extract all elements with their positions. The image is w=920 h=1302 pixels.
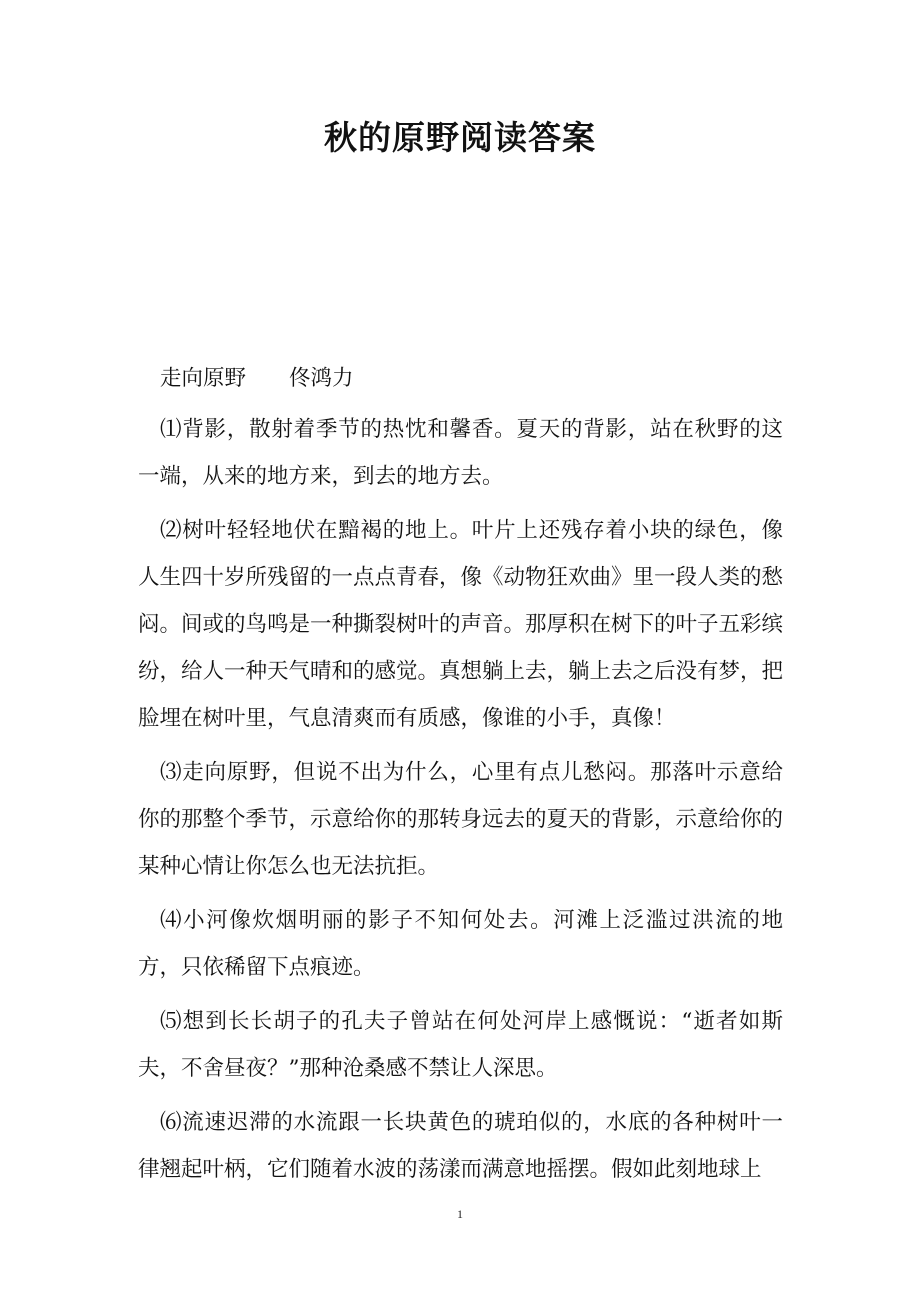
paragraph-4: ⑷小河像炊烟明丽的影子不知何处去。河滩上泛滥过洪流的地方，只依稀留下点痕迹。 [138,908,783,980]
article-byline: 走向原野 佟鸿力 [160,366,354,391]
paragraph-2: ⑵树叶轻轻地伏在黯褐的地上。叶片上还残存着小块的绿色，像人生四十岁所残留的一点点青春，像《动物狂欢曲》里一段人类的愁闷。间或的鸟鸣是一种撕裂树叶的声音。那厚积在树下的叶子五彩缤纷，给人一种天气晴和的感觉。真想躺上去，躺上去之后没有梦，把脸埋在树叶里，气息清爽而有质感，像谁的小手，真像！ [138,518,784,731]
document-title: 秋的原野阅读答案 [324,118,596,157]
paragraph-5: ⑸想到长长胡子的孔夫子曾站在何处河岸上感慨说：“逝者如斯夫，不舍昼夜？”那种沧桑感不禁让人深思。 [138,1009,783,1081]
document-body [138,355,783,1200]
paragraph-1: ⑴背影，散射着季节的热忱和馨香。夏天的背影，站在秋野的这一端，从来的地方来，到去的地方去。 [138,417,783,489]
paragraph-6: ⑹流速迟滞的水流跟一长块黄色的琥珀似的，水底的各种树叶一律翘起叶柄，它们随着水波的荡漾而满意地摇摆。假如此刻地球上 [138,1110,783,1182]
paragraph-3: ⑶走向原野，但说不出为什么，心里有点儿愁闷。那落叶示意给你的那整个季节，示意给你的那转身远去的夏天的背影，示意给你的某种心情让你怎么也无法抗拒。 [138,760,784,879]
page-number: 1 [457,1207,463,1221]
